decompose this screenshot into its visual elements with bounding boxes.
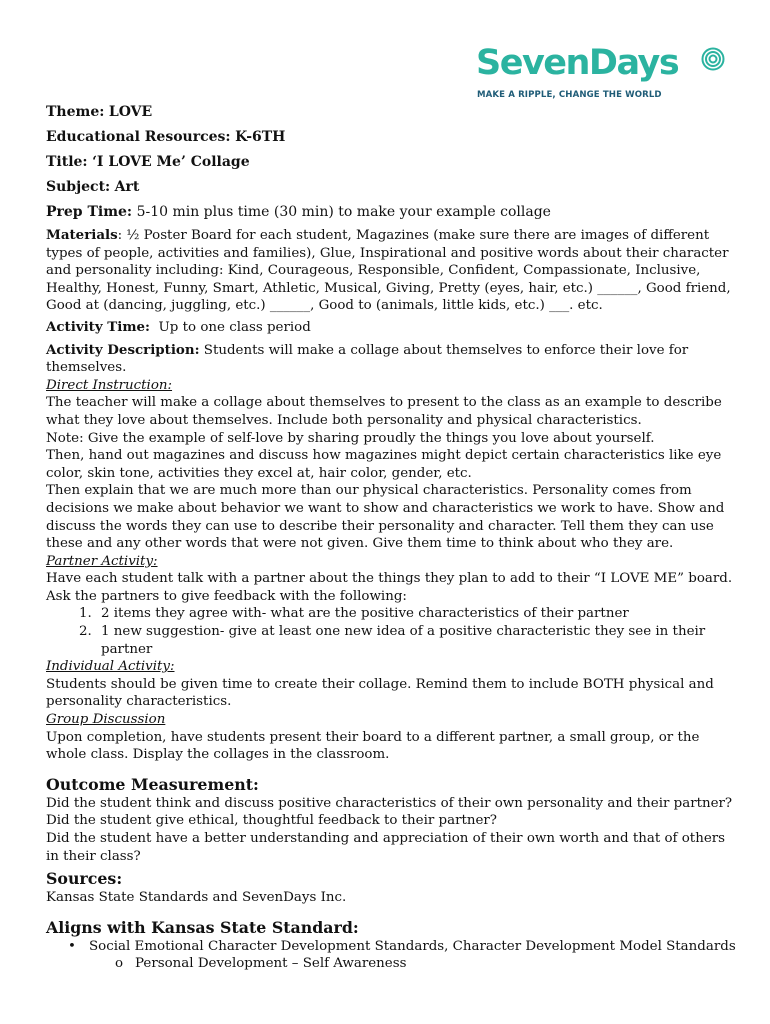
group-discussion-text: Upon completion, have students present their board to a different partner, a small group, or the whole class. Display the collages in the classroom. <box>46 729 700 763</box>
outcome-heading: Outcome Measurement: <box>46 774 259 794</box>
title-label: Title: <box>46 154 88 170</box>
prep-time-label: Prep Time: <box>46 204 133 220</box>
direct-instruction-paragraph: Then explain that we are much more than our physical characteristics. Personality comes from decisions we make about behavior we want to show and characteristics we work to have. Show and discuss the words they can use to describe their personality and character. Tell them they can use these and any other words that were not given. Give them time to think about who they are. <box>46 483 725 552</box>
activity-time-value: Up to one class period <box>158 319 311 335</box>
theme-line <box>46 100 736 125</box>
subject-value: Art <box>114 179 140 195</box>
materials-label: Materials <box>46 227 118 243</box>
title-value: ‘I LOVE Me’ Collage <box>92 154 250 170</box>
theme-label: Theme: <box>46 104 105 120</box>
list-item <box>115 955 736 973</box>
sources-heading: Sources: <box>46 869 123 889</box>
resources-line <box>46 125 736 150</box>
logo-wordmark: SevenDays <box>476 43 679 83</box>
circle-bullet-icon: o <box>115 956 124 972</box>
partner-activity-heading: Partner Activity: <box>46 553 158 569</box>
individual-activity-text: Students should be given time to create their collage. Remind them to include BOTH physical and personality characteristics. <box>46 676 714 710</box>
materials <box>46 227 736 315</box>
activity-description-label: Activity Description: <box>46 341 200 358</box>
ripple-icon <box>701 47 725 71</box>
prep-time-value: 5-10 min plus time (30 min) to make your example collage <box>136 204 551 220</box>
individual-activity-heading: Individual Activity: <box>46 659 175 675</box>
group-discussion-heading: Group Discussion <box>46 712 166 728</box>
aligns-heading: Aligns with Kansas State Standard: <box>46 917 359 937</box>
bullet-icon: • <box>68 938 76 954</box>
lesson-plan <box>46 100 736 973</box>
direct-instruction-heading: Direct Instruction: <box>46 377 173 393</box>
standard-text: Social Emotional Character Development Standards, Character Development Model Standards <box>89 938 736 954</box>
activity-description-text: Students will make a collage about themselves to enforce their love for themselves. <box>46 342 689 376</box>
sources-text: Kansas State Standards and SevenDays Inc. <box>46 890 347 906</box>
sub-standard-text: Personal Development – Self Awareness <box>135 956 407 972</box>
outcome-question: Did the student think and discuss positive characteristics of their own personality and their partner? <box>46 795 733 811</box>
resources-value: K-6TH <box>235 129 286 145</box>
outcome-question: Did the student give ethical, thoughtful feedback to their partner? <box>46 813 497 829</box>
outcome-question: Did the student have a better understanding and appreciation of their own worth and that of others in their class? <box>46 831 726 864</box>
direct-instruction-paragraph: Then, hand out magazines and discuss how magazines might depict certain characteristics like eye color, skin tone, activities they excel at, hair color, gender, etc. <box>46 448 722 481</box>
activity-time-label: Activity Time: <box>46 318 150 335</box>
standards-list <box>46 938 736 973</box>
prep-time-line <box>46 200 736 225</box>
partner-activity-paragraph: Have each student talk with a partner about the things they plan to add to their “I LOVE ME” board. <box>46 571 733 587</box>
subject-label: Subject: <box>46 179 111 195</box>
sub-standards-list <box>89 955 736 973</box>
subject-line <box>46 175 736 200</box>
direct-instruction-paragraph: Note: Give the example of self-love by sharing proudly the things you love about yourself. <box>46 430 655 446</box>
feedback-steps <box>46 605 736 658</box>
sevendays-logo <box>476 43 726 102</box>
activity-time <box>46 319 736 337</box>
title-line <box>46 150 736 175</box>
list-item: 2. 1 new suggestion- give at least one new idea of a positive characteristic they see in their partner <box>96 623 736 658</box>
materials-text: : ½ Poster Board for each student, Magazines (make sure there are images of different types of people, activities and families), Glue, Inspirational and positive words about their character and personality including: Kind, Courageous, Responsible, Confident, Compassionate, Inclusive, Healthy, Honest, Funny, Smart, Athletic, Musical, Giving, Pretty (eyes, hair, etc.) ______, Good friend, Good at (dancing, juggling, etc.) ______, Good to (animals, little kids, etc.) ___. etc. <box>46 228 731 314</box>
theme-value: LOVE <box>108 104 153 120</box>
resources-label: Educational Resources: <box>46 129 231 145</box>
activity-description <box>46 342 736 377</box>
logo-tagline: MAKE A RIPPLE, CHANGE THE WORLD <box>477 90 662 100</box>
list-item: 1. 2 items they agree with- what are the positive characteristics of their partner <box>96 605 736 623</box>
list-item <box>68 938 736 973</box>
direct-instruction-paragraph: The teacher will make a collage about themselves to present to the class as an example to describe what they love about themselves. Include both personality and physical characteristics. <box>46 395 722 428</box>
partner-activity-paragraph: Ask the partners to give feedback with the following: <box>46 588 407 604</box>
